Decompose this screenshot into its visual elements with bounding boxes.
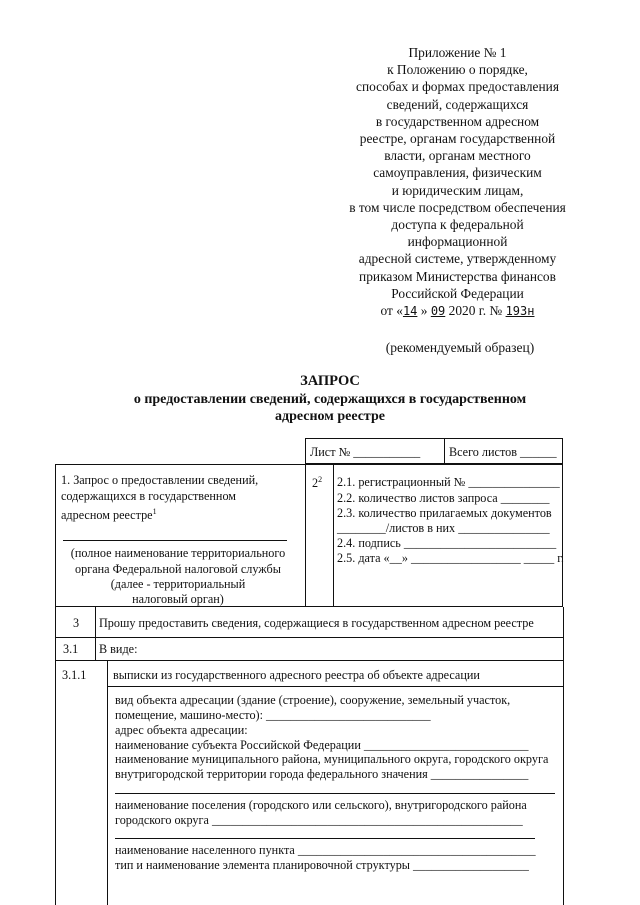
- section-2-line: ________/листов в них _______________: [337, 521, 550, 535]
- org-caption: (далее - территориальный: [110, 577, 246, 591]
- section-1-text: 1. Запрос о предоставлении сведений,: [61, 473, 259, 487]
- appendix-line: в том числе посредством обеспечения: [349, 199, 566, 215]
- sheet-number: Лист № ___________: [310, 445, 421, 459]
- detail-line: помещение, машино-место): ___________________________: [115, 708, 431, 722]
- appendix-line: способах и формах предоставления: [356, 79, 559, 95]
- date-prefix: от «: [380, 303, 403, 319]
- document-title: [60, 373, 600, 425]
- detail-line: вид объекта адресации (здание (строение), сооружение, земельный участок,: [115, 693, 511, 707]
- appendix-line: адресной системе, утвержденному: [358, 251, 557, 267]
- appendix-line: к Положению о порядке,: [387, 62, 528, 78]
- org-caption: налоговый орган): [132, 592, 224, 606]
- order-number: 193н: [505, 304, 535, 319]
- order-year: 2020 г. №: [448, 303, 503, 319]
- appendix-line: реестре, органам государственной: [359, 131, 556, 147]
- section-3-1-num: 3.1: [63, 642, 79, 656]
- appendix-line: Российской Федерации: [391, 285, 524, 301]
- footnote-2: 2: [318, 475, 323, 484]
- section-2-line: 2.1. регистрационный № _______________: [337, 475, 560, 489]
- detail-line: наименование поселения (городского или сельского), внутригородского района: [115, 798, 527, 812]
- title-line: адресном реестре: [275, 409, 385, 424]
- title-line: о предоставлении сведений, содержащихся в государственном: [133, 392, 527, 407]
- checkbox-extract[interactable]: [98, 667, 108, 679]
- order-date-line: [325, 302, 590, 320]
- detail-line: адрес объекта адресации:: [115, 723, 248, 737]
- order-day: 14: [402, 304, 418, 319]
- appendix-line: самоуправления, физическим: [373, 165, 542, 181]
- appendix-line: доступа к федеральной: [391, 217, 524, 233]
- section-1-text: [61, 504, 157, 523]
- section-2-line: 2.5. дата «__» __________________ _____ г.: [337, 551, 564, 565]
- detail-line: наименование населенного пункта _______________________________________: [115, 843, 536, 857]
- appendix-line: Приложение № 1: [408, 45, 507, 60]
- section-3-num: 3: [73, 616, 80, 630]
- section-2-num: [312, 472, 322, 491]
- detail-line: внутригородской территории города федерального значения ________________: [115, 767, 529, 781]
- title-line: ЗАПРОС: [300, 373, 360, 389]
- detail-line: тип и наименование элемента планировочной структуры ___________________: [115, 858, 529, 872]
- section-2-line: 2.2. количество листов запроса ________: [337, 491, 550, 505]
- sample-label: (рекомендуемый образец): [385, 340, 535, 355]
- section-1-text: содержащихся в государственном: [61, 489, 237, 503]
- total-sheets: Всего листов ______: [449, 445, 557, 459]
- appendix-line: власти, органам местного: [384, 148, 531, 164]
- appendix-line: в государственном адресном: [375, 113, 540, 129]
- section-3-1-1-text: выписки из государственного адресного реестра об объекте адресации: [113, 668, 480, 682]
- section-2-line: 2.4. подпись _________________________: [337, 536, 557, 550]
- appendix-line: приказом Министерства финансов: [359, 268, 556, 284]
- section-2-line: 2.3. количество прилагаемых документов: [337, 506, 552, 520]
- appendix-line: сведений, содержащихся: [386, 96, 529, 112]
- detail-line: наименование муниципального района, муниципального округа, городского округа: [115, 752, 549, 766]
- detail-line: городского округа ___________________________________________________: [115, 813, 523, 827]
- section-3-1-1-num: 3.1.1: [62, 668, 87, 682]
- appendix-line: и юридическим лицам,: [391, 182, 524, 198]
- appendix-header: [325, 44, 590, 320]
- date-mid: »: [420, 303, 428, 319]
- section-1-text-end: адресном реестре: [61, 508, 153, 523]
- detail-line: наименование субъекта Российской Федерации ___________________________: [115, 738, 529, 752]
- section-3-1-text: В виде:: [99, 642, 138, 656]
- org-caption: (полное наименование территориального: [70, 546, 286, 560]
- org-caption: органа Федеральной налоговой службы: [75, 562, 281, 576]
- section-2-number: 2: [312, 476, 319, 491]
- order-month: 09: [430, 304, 446, 319]
- appendix-line: информационной: [407, 234, 508, 250]
- section-3-text: Прошу предоставить сведения, содержащиеся в государственном адресном реестре: [99, 616, 534, 630]
- footnote-1: 1: [152, 507, 157, 516]
